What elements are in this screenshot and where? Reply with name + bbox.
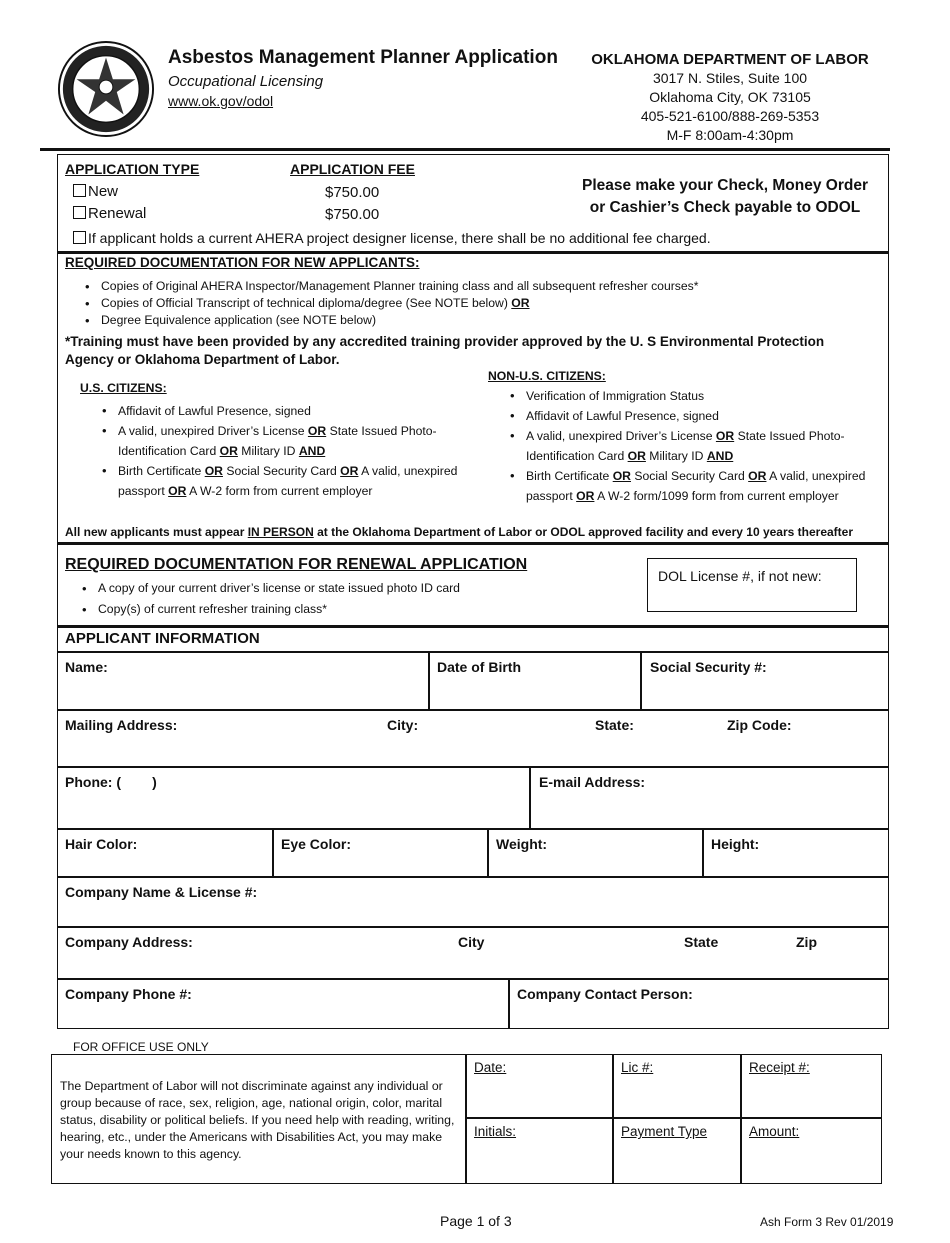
city-field[interactable]: City: — [387, 717, 419, 733]
page-number: Page 1 of 3 — [440, 1213, 512, 1229]
name-field[interactable]: Name: — [65, 659, 108, 675]
non-us-citizens-list — [508, 386, 891, 506]
list-item: • Affidavit of Lawful Presence, signed — [118, 401, 483, 421]
cell-divider — [640, 651, 642, 709]
company-phone-field[interactable]: Company Phone #: — [65, 986, 192, 1002]
ahera-checkbox[interactable] — [73, 231, 86, 244]
form-revision: Ash Form 3 Rev 01/2019 — [760, 1215, 894, 1229]
row-divider — [57, 766, 889, 768]
row-divider — [57, 876, 889, 878]
agency-address-line2: Oklahoma City, OK 73105 — [649, 89, 811, 105]
ahera-note: If applicant holds a current AHERA project designer license, there shall be no additional fee charged. — [88, 230, 711, 246]
new-fee: $750.00 — [325, 184, 380, 201]
nondiscrimination-statement: The Department of Labor will not discriminate against any individual or group because of race, sex, religion, age, national origin, color, marital status, disability or political beliefs. If you need help with reading, writing, hearing, etc., under the Americans with Disabilities Act, you may make your needs known to this agency. — [60, 1079, 455, 1161]
cell-divider — [702, 828, 704, 876]
oklahoma-state-seal-icon — [57, 40, 155, 138]
renewal-docs-title: REQUIRED DOCUMENTATION FOR RENEWAL APPLICATION — [65, 556, 528, 573]
office-initials-field[interactable]: Initials: — [474, 1124, 517, 1139]
office-receipt-field[interactable]: Receipt #: — [749, 1060, 810, 1075]
dob-field[interactable]: Date of Birth — [437, 659, 521, 675]
applicant-info-title: APPLICANT INFORMATION — [65, 630, 260, 647]
agency-phone: 405-521-6100/888-269-5353 — [640, 108, 820, 124]
weight-field[interactable]: Weight: — [496, 836, 548, 852]
agency-contact-block — [565, 50, 895, 145]
cell-divider — [487, 828, 489, 876]
non-us-citizens-title: NON-U.S. CITIZENS: — [488, 369, 606, 383]
cell-divider — [272, 828, 274, 876]
height-field[interactable]: Height: — [711, 836, 760, 852]
dol-license-field[interactable]: DOL License #, if not new: — [647, 558, 857, 612]
mailing-address-field[interactable]: Mailing Address: — [65, 717, 178, 733]
form-subtitle: Occupational Licensing — [168, 73, 324, 90]
agency-name: OKLAHOMA DEPARTMENT OF LABOR — [591, 51, 869, 68]
list-item: • Copies of Official Transcript of technical diploma/degree (See NOTE below) OR — [101, 295, 891, 312]
new-docs-title: REQUIRED DOCUMENTATION FOR NEW APPLICANTS: — [65, 255, 420, 270]
cell-divider — [612, 1054, 614, 1184]
hair-color-field[interactable]: Hair Color: — [65, 836, 138, 852]
row-divider — [57, 709, 889, 711]
form-title: Asbestos Management Planner Application — [168, 47, 558, 68]
list-item: • Birth Certificate OR Social Security Card OR A valid, unexpired passport OR A W-2 form from current employer — [118, 461, 483, 501]
office-amount-field[interactable]: Amount: — [749, 1124, 800, 1139]
payment-line-1: Please make your Check, Money Order — [581, 177, 869, 194]
us-citizens-list — [100, 401, 483, 501]
phone-field[interactable]: Phone: ( ) — [65, 774, 157, 790]
renewal-docs-list — [80, 578, 658, 620]
renewal-option-label: Renewal — [88, 205, 147, 222]
new-docs-list — [83, 278, 891, 329]
list-item: • Degree Equivalence application (see NOTE below) — [101, 312, 891, 329]
new-option-label: New — [88, 183, 119, 200]
office-license-field[interactable]: Lic #: — [621, 1060, 654, 1075]
state-field[interactable]: State: — [595, 717, 634, 733]
list-item: • Birth Certificate OR Social Security Card OR A valid, unexpired passport OR A W-2 form/1099 form from current employer — [526, 466, 891, 506]
row-divider — [57, 978, 889, 980]
cell-divider — [465, 1054, 467, 1184]
ahera-option[interactable] — [73, 230, 711, 246]
eye-color-field[interactable]: Eye Color: — [281, 836, 352, 852]
cell-divider — [508, 978, 510, 1029]
section-divider — [57, 251, 889, 254]
application-type-label: APPLICATION TYPE — [65, 161, 200, 177]
payment-instructions — [560, 175, 890, 219]
renewal-checkbox[interactable] — [73, 206, 86, 219]
website-link[interactable]: www.ok.gov/odol — [168, 93, 274, 109]
section-divider — [57, 625, 889, 628]
in-person-note: All new applicants must appear IN PERSON at the Oklahoma Department of Labor or ODOL approved facility and every 10 years thereafter — [65, 525, 854, 539]
zip-field[interactable]: Zip Code: — [727, 717, 792, 733]
renewal-option[interactable] — [73, 205, 146, 222]
list-item: • Affidavit of Lawful Presence, signed — [526, 406, 891, 426]
office-date-field[interactable]: Date: — [474, 1060, 507, 1075]
training-note: *Training must have been provided by any accredited training provider approved by the U. S Environmental Protection Agency or Oklahoma Department of Labor. — [65, 334, 825, 367]
section-divider — [57, 542, 889, 545]
list-item: • A valid, unexpired Driver’s License OR State Issued Photo-Identification Card OR Military ID AND — [526, 426, 891, 466]
renewal-fee: $750.00 — [325, 206, 380, 223]
application-fee-label: APPLICATION FEE — [290, 161, 415, 177]
office-use-label: FOR OFFICE USE ONLY — [73, 1040, 209, 1054]
row-divider — [57, 651, 889, 653]
cell-divider — [428, 651, 430, 709]
company-contact-field[interactable]: Company Contact Person: — [517, 986, 693, 1002]
company-zip-field[interactable]: Zip — [796, 934, 817, 950]
company-city-field[interactable]: City — [458, 934, 485, 950]
row-divider — [57, 926, 889, 928]
new-option[interactable] — [73, 183, 118, 200]
row-divider — [57, 828, 889, 830]
payment-line-2: or Cashier’s Check payable to ODOL — [589, 199, 861, 216]
us-citizens-title: U.S. CITIZENS: — [80, 381, 167, 395]
company-address-field[interactable]: Company Address: — [65, 934, 193, 950]
list-item: • A copy of your current driver’s license or state issued photo ID card — [98, 578, 658, 599]
office-payment-type-field[interactable]: Payment Type — [621, 1124, 708, 1139]
row-divider — [465, 1117, 882, 1119]
email-field[interactable]: E-mail Address: — [539, 774, 646, 790]
list-item: • Copy(s) of current refresher training class* — [98, 599, 658, 620]
cell-divider — [740, 1054, 742, 1184]
list-item: • A valid, unexpired Driver’s License OR State Issued Photo-Identification Card OR Military ID AND — [118, 421, 483, 461]
new-checkbox[interactable] — [73, 184, 86, 197]
header-divider — [40, 148, 890, 151]
list-item: • Copies of Original AHERA Inspector/Management Planner training class and all subsequent refresher courses* — [101, 278, 891, 295]
cell-divider — [529, 766, 531, 828]
list-item: • Verification of Immigration Status — [526, 386, 891, 406]
agency-address-line1: 3017 N. Stiles, Suite 100 — [652, 70, 808, 86]
company-state-field[interactable]: State — [684, 934, 719, 950]
ssn-field[interactable]: Social Security #: — [650, 659, 767, 675]
company-name-field[interactable]: Company Name & License #: — [65, 884, 258, 900]
agency-hours: M-F 8:00am-4:30pm — [666, 127, 794, 143]
